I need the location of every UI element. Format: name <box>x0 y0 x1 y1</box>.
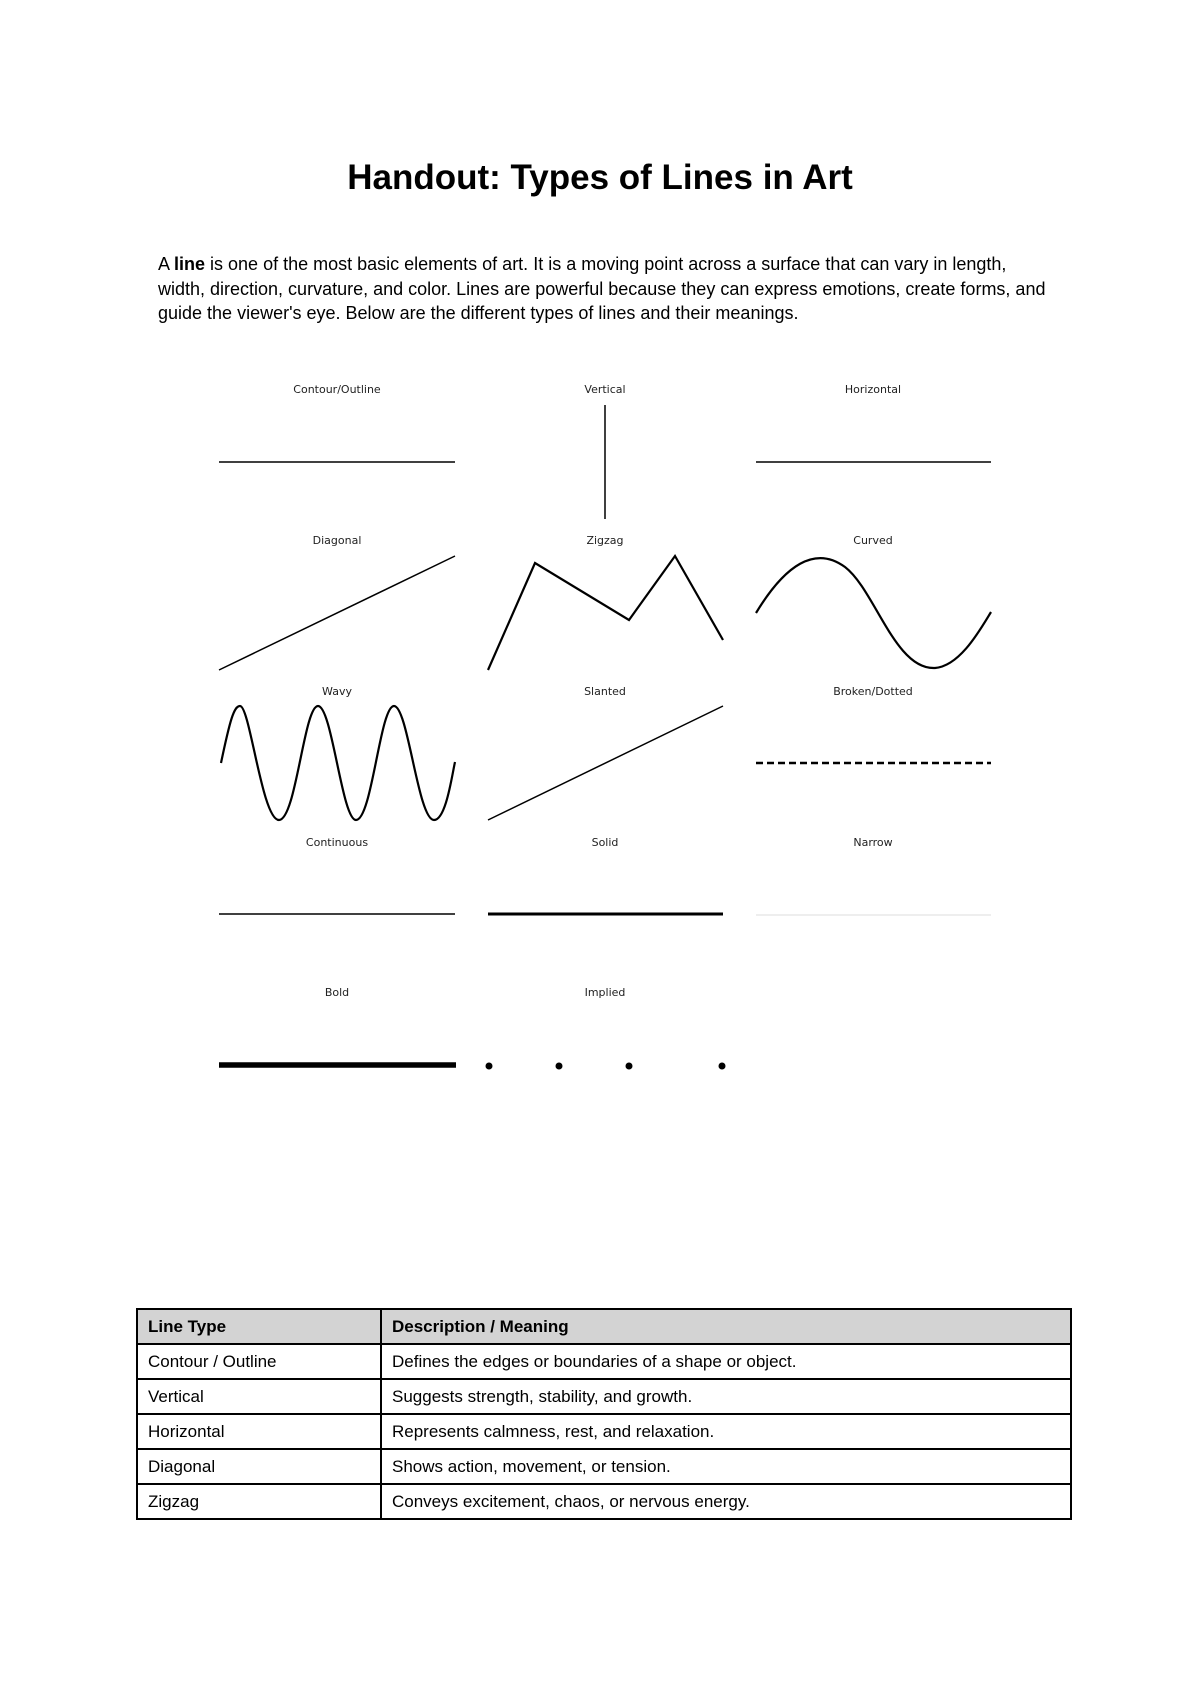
cell-description: Shows action, movement, or tension. <box>381 1449 1071 1484</box>
page-title: Handout: Types of Lines in Art <box>347 158 853 197</box>
label-diagonal: Diagonal <box>312 534 362 547</box>
implied-dot <box>626 1063 633 1070</box>
cell-line-type: Diagonal <box>137 1449 381 1484</box>
implied-dot <box>556 1063 563 1070</box>
label-horizontal: Horizontal <box>844 383 902 396</box>
cell-description: Suggests strength, stability, and growth. <box>381 1379 1071 1414</box>
line-types-table <box>136 1308 1072 1520</box>
wavy-line <box>221 706 455 820</box>
zigzag-line <box>488 556 723 670</box>
label-zigzag: Zigzag <box>586 534 624 547</box>
label-bold: Bold <box>324 986 350 999</box>
cell-description: Conveys excitement, chaos, or nervous energy. <box>381 1484 1071 1519</box>
label-slanted: Slanted <box>584 685 626 698</box>
label-implied: Implied <box>584 986 626 999</box>
label-continuous: Continuous <box>305 836 369 849</box>
intro-prefix: A <box>158 254 175 274</box>
label-narrow: Narrow <box>853 836 893 849</box>
cell-line-type: Horizontal <box>137 1414 381 1449</box>
slanted-line <box>488 706 723 820</box>
label-broken-dotted: Broken/Dotted <box>833 685 913 698</box>
table-row <box>137 1484 1071 1519</box>
cell-description: Defines the edges or boundaries of a shape or object. <box>381 1344 1071 1379</box>
table-row <box>137 1344 1071 1379</box>
label-solid: Solid <box>591 836 619 849</box>
diagonal-line <box>219 556 455 670</box>
table-row <box>137 1449 1071 1484</box>
intro-keyword: line <box>174 254 206 274</box>
cell-line-type: Contour / Outline <box>137 1344 381 1379</box>
table-row <box>137 1414 1071 1449</box>
table-row <box>137 1379 1071 1414</box>
header-line-type: Line Type <box>137 1309 381 1344</box>
cell-description: Represents calmness, rest, and relaxation. <box>381 1414 1071 1449</box>
cell-line-type: Vertical <box>137 1379 381 1414</box>
label-contour-outline: Contour/Outline <box>293 383 381 396</box>
table-header-row <box>137 1309 1071 1344</box>
header-description: Description / Meaning <box>381 1309 1071 1344</box>
label-vertical: Vertical <box>584 383 626 396</box>
label-curved: Curved <box>853 534 893 547</box>
implied-dot <box>486 1063 493 1070</box>
cell-line-type: Zigzag <box>137 1484 381 1519</box>
intro-text: is one of the most basic elements of art. It is a moving point across a surface that can vary in length, width, direction, curvature, and color. Lines are powerful because they can express emotions, create forms, and guide the viewer's eye. Below are the different types of lines and their meanings. <box>158 254 1046 323</box>
curved-line <box>756 558 991 668</box>
label-wavy: Wavy <box>322 685 352 698</box>
implied-dot <box>719 1063 726 1070</box>
